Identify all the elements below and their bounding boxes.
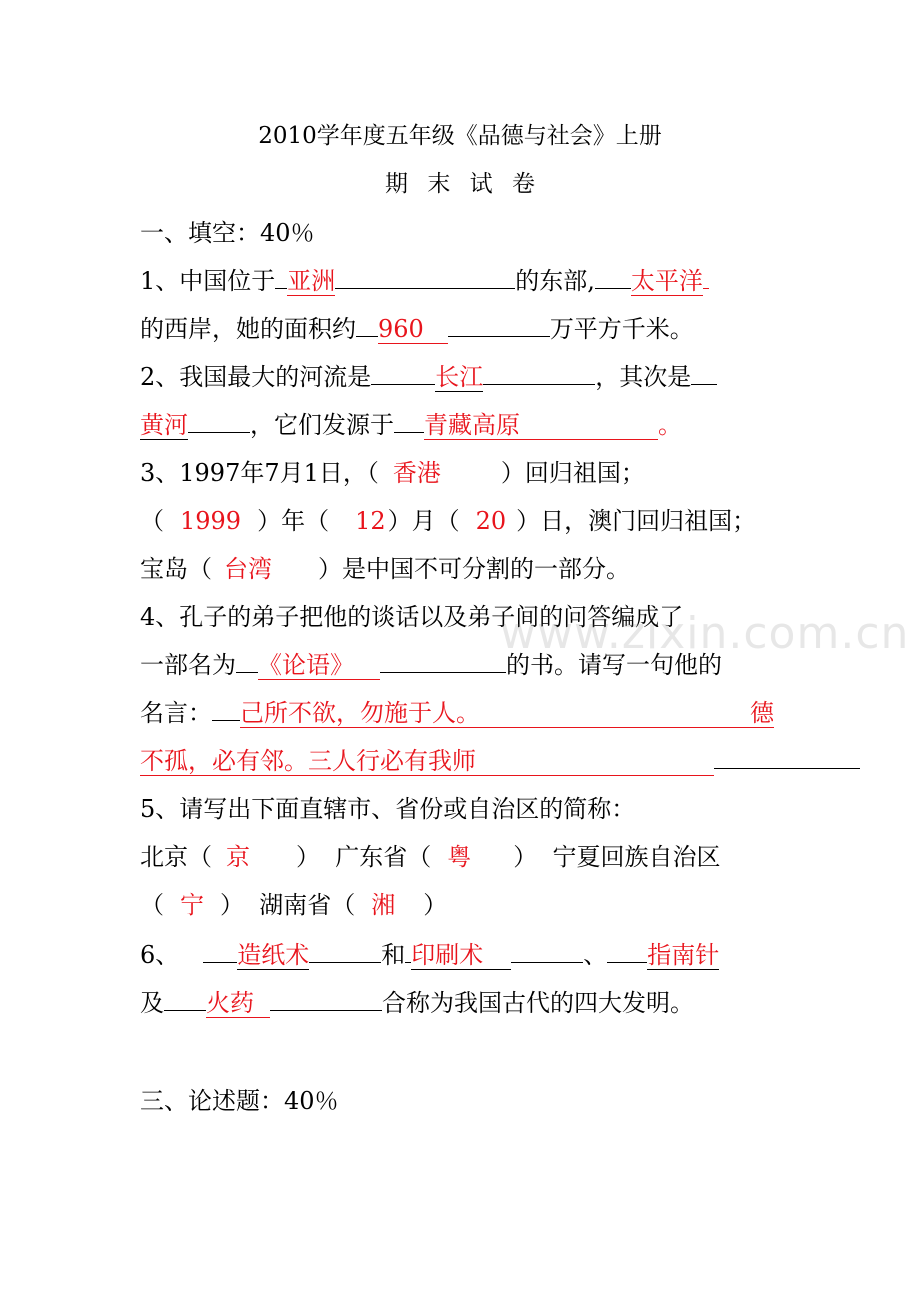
q2-mid2: ，它们发源于 <box>250 411 394 439</box>
q1-line2-prefix: 的西岸，她的面积约 <box>140 315 356 343</box>
q5-line1: 5、请写出下面直辖市、省份或自治区的简称： <box>140 795 636 823</box>
q3-open: （ <box>140 507 164 535</box>
q1-prefix: 1、中国位于 <box>140 267 276 295</box>
watermark: www.zixin.com.cn <box>500 608 910 659</box>
q5-ningxia: ） 宁夏回族自治区 <box>513 843 721 871</box>
q3-day: ）日，澳门回归祖国； <box>516 507 757 535</box>
q3-line2 <box>140 506 756 536</box>
q6-and: 和 <box>381 941 406 969</box>
blank-line <box>188 431 250 433</box>
q3-answer-taiwan: 台湾 <box>224 555 272 583</box>
q6-line2-suffix: 合称为我国古代的四大发明。 <box>382 989 694 1017</box>
section1-heading: 一、填空：40％ <box>140 219 315 247</box>
q4-answer-quote3: 不孤，必有邻。三人行必有我师 <box>140 747 714 776</box>
section3-heading: 三、论述题：40％ <box>140 1087 339 1115</box>
q5-close: ） <box>423 891 448 919</box>
q1-answer2: 太平洋 <box>630 267 703 295</box>
q5-line2 <box>140 842 721 872</box>
q6-answer4: 火药 <box>206 989 270 1018</box>
q6-line2 <box>140 988 694 1018</box>
q2-line2 <box>140 410 682 440</box>
blank-line <box>483 383 595 385</box>
blank-line <box>270 1009 382 1011</box>
q5-hunan: ） 湖南省（ <box>220 891 356 919</box>
blank-line <box>335 287 515 289</box>
q2-line1 <box>140 362 717 392</box>
blank-line <box>212 719 240 721</box>
q6-line2-prefix: 及 <box>140 989 164 1017</box>
blank-line <box>703 287 709 289</box>
q3-line3-prefix: 宝岛（ <box>140 555 212 583</box>
blank-line <box>448 335 550 337</box>
page-subtitle: 期 末 试 卷 <box>385 171 535 197</box>
q2-answer1: 长江 <box>435 363 484 391</box>
blank-line <box>203 961 237 963</box>
q4-line2-suffix: 的书。请写一句他的 <box>506 651 722 679</box>
q5-answer-guangdong: 粤 <box>447 843 472 871</box>
q6-sep: 、 <box>583 941 608 969</box>
q6-answer1: 造纸术 <box>237 941 310 969</box>
blank-line <box>309 961 381 963</box>
q6-line1 <box>140 940 719 970</box>
q4-answer-book: 《论语》 <box>258 651 380 680</box>
q1-answer3: 960 <box>378 315 448 344</box>
q5-beijing: 北京（ <box>140 843 212 871</box>
blank-line <box>394 431 424 433</box>
page-title: 2010学年度五年级《品德与社会》上册 <box>258 123 662 149</box>
blank-line <box>275 287 287 289</box>
blank-line <box>356 335 378 337</box>
q5-answer-hunan: 湘 <box>371 891 396 919</box>
q2-answer2: 黄河 <box>140 411 188 439</box>
blank-line <box>607 961 647 963</box>
q3-month: ）月（ <box>387 507 460 535</box>
q1-line2-suffix: 万平方千米。 <box>549 315 694 343</box>
q5-open: （ <box>140 891 164 919</box>
blank-line <box>691 383 717 385</box>
q2-mid: ，其次是 <box>595 363 692 391</box>
q6-answer3: 指南针 <box>647 941 720 969</box>
q3-year: ）年（ <box>257 507 330 535</box>
q2-prefix: 2、我国最大的河流是 <box>140 363 372 391</box>
q5-line3 <box>140 890 447 920</box>
q4-line3-prefix: 名言： <box>140 699 212 727</box>
q4-line4 <box>140 746 860 776</box>
q3-answer-day: 20 <box>475 507 507 535</box>
blank-line <box>164 1009 206 1011</box>
q4-answer-quote1: 己所不欲，勿施于人。 <box>240 699 750 728</box>
q5-answer-beijing: 京 <box>226 843 250 871</box>
q5-answer-ningxia: 宁 <box>180 891 204 919</box>
q3-suffix: ）回归祖国； <box>500 459 645 487</box>
q4-line3 <box>140 698 774 728</box>
q5-guangdong: ） 广东省（ <box>296 843 432 871</box>
q3-prefix: 3、1997年7月1日，（ <box>140 459 379 487</box>
q1-answer1: 亚洲 <box>287 267 336 295</box>
q6-prefix: 6、 <box>140 941 180 969</box>
q3-answer-year: 1999 <box>180 507 242 535</box>
q1-line1 <box>140 266 709 296</box>
q3-answer-month: 12 <box>355 507 386 535</box>
q2-end: 。 <box>658 411 682 439</box>
q6-answer2: 印刷术 <box>411 941 511 970</box>
blank-line <box>714 767 860 769</box>
q1-line2 <box>140 314 694 344</box>
q4-answer-quote2: 德 <box>750 699 774 727</box>
blank-line <box>371 383 435 385</box>
blank-line <box>380 671 506 673</box>
q3-line3-suffix: ）是中国不可分割的一部分。 <box>318 555 630 583</box>
q4-line2-prefix: 一部名为 <box>140 651 236 679</box>
q3-line3 <box>140 554 630 584</box>
blank-line <box>236 671 258 673</box>
q4-line1: 4、孔子的弟子把他的谈话以及弟子间的问答编成了 <box>140 603 684 631</box>
q3-answer-hongkong: 香港 <box>392 459 441 487</box>
blank-line <box>595 287 631 289</box>
q1-mid: 的东部, <box>515 267 595 295</box>
q2-answer3: 青藏高原 <box>424 411 658 440</box>
blank-line <box>511 961 583 963</box>
q3-line1 <box>140 458 645 488</box>
